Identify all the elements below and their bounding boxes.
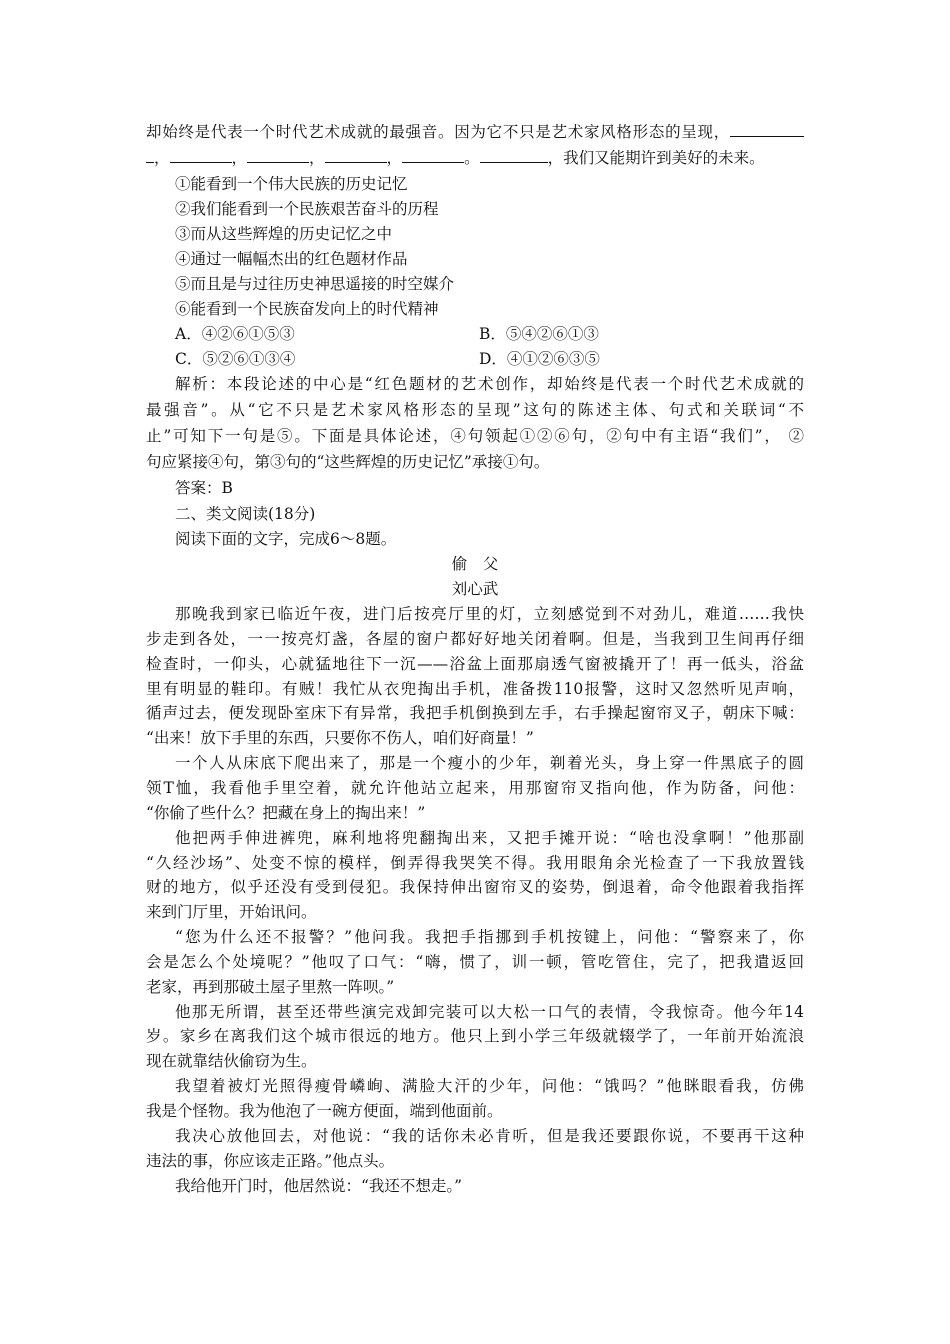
- story-line: 里有明显的鞋印。有贼！我忙从衣兜掏出手机，准备拨110报警，这时又忽然听见声响，: [146, 680, 804, 698]
- answer-blank: [325, 147, 387, 163]
- story-line: “你偷了些什么？把藏在身上的掏出来！”: [146, 804, 426, 822]
- answer-blank: [247, 147, 309, 163]
- answer-blank: [480, 147, 548, 163]
- answer: 答案：B: [175, 479, 233, 497]
- option-5: ⑤而且是与过往历史神思遥接的时空媒介: [175, 275, 455, 293]
- story-line: 我望着被灯光照得瘦骨嶙峋、满脸大汗的少年，问他：“饿吗？”他眯眼看我，仿佛: [175, 1077, 804, 1095]
- choice-a: A．④②⑥①⑤③: [175, 325, 295, 343]
- story-line: 我给他开门时，他居然说：“我还不想走。”: [175, 1177, 463, 1195]
- analysis-line: 止”可知下一句是⑤。下面是具体论述，④句领起①②⑥句，②句中有主语“我们”， ②: [146, 427, 804, 445]
- answer-blank: [170, 147, 232, 163]
- story-line: 违法的事，你应该走正路。”他点头。: [146, 1152, 395, 1170]
- section-heading: 二、类文阅读(18分): [175, 505, 316, 523]
- story-line: 岁。家乡在离我们这个城市很远的地方。他只上到小学三年级就辍学了，一年前开始流浪: [146, 1027, 804, 1045]
- option-6: ⑥能看到一个民族奋发向上的时代精神: [175, 300, 439, 318]
- choice-d: D．④①②⑥③⑤: [479, 350, 600, 368]
- story-line: 来到门厅里，开始讯问。: [146, 903, 317, 921]
- section-instruction: 阅读下面的文字，完成6～8题。: [175, 530, 397, 548]
- story-line: “久经沙场”、处变不惊的模样，倒弄得我哭笑不得。我用眼角余光检查了一下我放置钱: [146, 854, 804, 872]
- story-author: 刘心武: [451, 580, 499, 598]
- choice-b: B．⑤④②⑥①③: [479, 325, 599, 343]
- option-1: ①能看到一个伟大民族的历史记忆: [175, 175, 408, 193]
- story-line: 检查时，一仰头，心就猛地往下一沉——浴盆上面那扇透气窗被撬开了！再一低头，浴盆: [146, 655, 804, 673]
- story-line: 现在就靠结伙偷窃为生。: [146, 1052, 317, 1070]
- story-line: 领T恤，我看他手里空着，就允许他站立起来，用那窗帘叉指向他，作为防备，问他：: [146, 779, 804, 797]
- story-title: 偷 父: [451, 555, 499, 573]
- analysis-line: 解析：本段论述的中心是“红色题材的艺术创作，却始终是代表一个时代艺术成就的: [175, 375, 804, 393]
- story-line: “出来！放下手里的东西，只要你不伤人，咱们好商量！”: [146, 729, 534, 747]
- story-line: 步走到各处，一一按亮灯盏，各屋的窗户都好好地关闭着啊。但是，当我到卫生间再仔细: [146, 630, 804, 648]
- analysis-line: 句应紧接④句，第③句的“这些辉煌的历史记忆”承接①句。: [146, 453, 550, 471]
- choice-c: C．⑤②⑥①③④: [175, 350, 296, 368]
- q5-text: ，我们又能期许到美好的未来。: [547, 149, 765, 167]
- story-line: 我是个怪物。我为他泡了一碗方便面，端到他面前。: [146, 1102, 503, 1120]
- q5-text-line-2: ， ， ， ， 。 ，我们又能期许到美好的未来。: [146, 145, 765, 171]
- story-line: 财的地方，似乎还没有受到侵犯。我保持伸出窗帘叉的姿势，倒退着，命令他跟着我指挥: [146, 878, 804, 896]
- story-line: 他那无所谓，甚至还带些演完戏卸完装可以大松一口气的表情，令我惊奇。他今年14: [175, 1003, 804, 1021]
- answer-blank: [402, 147, 464, 163]
- analysis-line: 最强音”。从“它不只是艺术家风格形态的呈现”这句的陈述主体、句式和关联词“不: [146, 401, 804, 419]
- option-4: ④通过一幅幅杰出的红色题材作品: [175, 250, 408, 268]
- q5-text-line-1: [146, 119, 804, 145]
- story-line: 他把两手伸进裤兜，麻利地将兜翻掏出来，又把手摊开说：“啥也没拿啊！”他那副: [175, 829, 804, 847]
- story-line: 一个人从床底下爬出来了，那是一个瘦小的少年，剃着光头，身上穿一件黑底子的圆: [175, 754, 804, 772]
- option-2: ②我们能看到一个民族艰苦奋斗的历程: [175, 200, 439, 218]
- story-line: 那晚我到家已临近午夜，进门后按亮厅里的灯，立刻感觉到不对劲儿，难道……我快: [175, 605, 804, 623]
- story-line: 循声过去，便发现卧室床下有异常，我把手机倒换到左手，右手操起窗帘叉子，朝床下喊：: [146, 704, 804, 722]
- q5-text: 却始终是代表一个时代艺术成就的最强音。因为它不只是艺术家风格形态的呈现，: [146, 123, 730, 141]
- answer-blank: [730, 121, 804, 137]
- option-3: ③而从这些辉煌的历史记忆之中: [175, 225, 393, 243]
- story-line: 老家，再到那破土屋子里熬一阵呗。”: [146, 978, 395, 996]
- story-line: “您为什么还不报警？”他问我。我把手指挪到手机按键上，问他：“警察来了，你: [175, 928, 804, 946]
- answer-blank: [146, 147, 154, 163]
- story-line: 我决心放他回去，对他说：“我的话你未必肯听，但是我还要跟你说，不要再干这种: [175, 1127, 804, 1145]
- story-line: 会是怎么个处境呢？”他叹了口气：“嗨，惯了，训一顿，管吃管住，完了，把我遣返回: [146, 953, 804, 971]
